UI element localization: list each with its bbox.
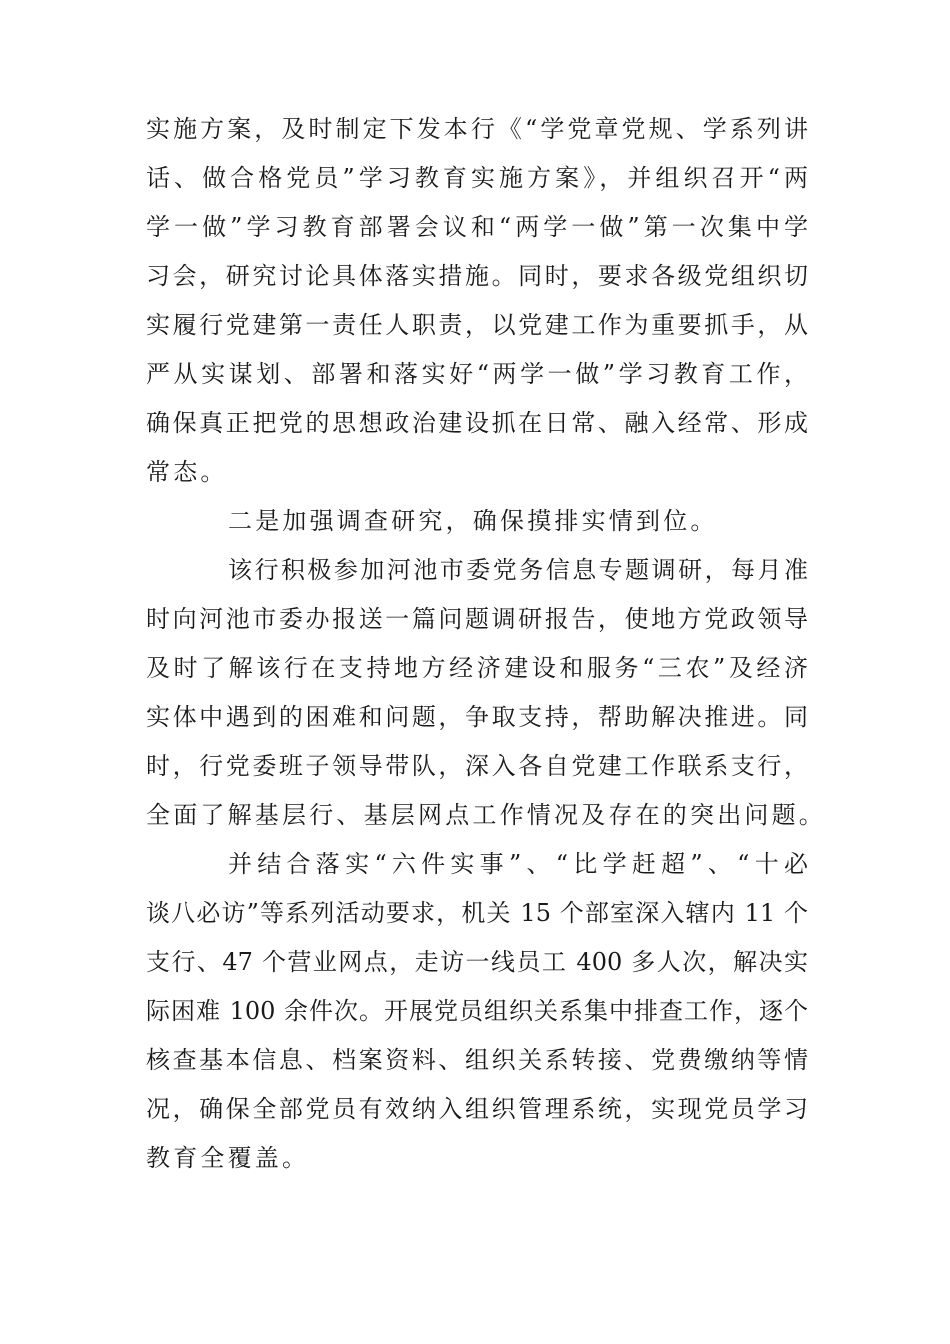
body-text-line: 况，确保全部党员有效纳入组织管理系统，实现党员学习 [146, 1095, 808, 1123]
body-text-line: 该行积极参加河池市委党务信息专题调研，每月准 [228, 556, 808, 584]
body-text-line: 学一做”学习教育部署会议和“两学一做”第一次集中学 [146, 213, 808, 241]
body-text-line: 教育全覆盖。 [146, 1144, 310, 1172]
body-text-line: 及时了解该行在支持地方经济建设和服务“三农”及经济 [146, 654, 808, 682]
body-text-line: 际困难 100 余件次。开展党员组织关系集中排查工作，逐个 [146, 997, 808, 1025]
body-text-line: 谈八必访”等系列活动要求，机关 15 个部室深入辖内 11 个 [146, 899, 808, 927]
body-text-line: 实体中遇到的困难和问题，争取支持，帮助解决推进。同 [146, 703, 808, 731]
body-text-line: 支行、47 个营业网点，走访一线员工 400 多人次，解决实 [146, 948, 808, 976]
body-text-line: 实施方案，及时制定下发本行《“学党章党规、学系列讲 [146, 115, 808, 143]
body-text-line: 并结合落实“六件实事”、“比学赶超”、“十必 [228, 850, 808, 878]
body-text-line: 核查基本信息、档案资料、组织关系转接、党费缴纳等情 [146, 1046, 808, 1074]
body-text-line: 常态。 [146, 458, 228, 486]
body-text-line: 严从实谋划、部署和落实好“两学一做”学习教育工作， [146, 360, 808, 388]
section-heading: 二是加强调查研究，确保摸排实情到位。 [228, 507, 718, 535]
body-text-line: 全面了解基层行、基层网点工作情况及存在的突出问题。 [146, 801, 826, 829]
body-text-line: 实履行党建第一责任人职责，以党建工作为重要抓手，从 [146, 311, 808, 339]
body-text-line: 确保真正把党的思想政治建设抓在日常、融入经常、形成 [146, 409, 808, 437]
body-text-line: 习会，研究讨论具体落实措施。同时，要求各级党组织切 [146, 262, 808, 290]
body-text-line: 时，行党委班子领导带队，深入各自党建工作联系支行， [146, 752, 808, 780]
body-text-line: 话、做合格党员”学习教育实施方案》，并组织召开“两 [146, 164, 808, 192]
body-text-line: 时向河池市委办报送一篇问题调研报告，使地方党政领导 [146, 605, 808, 633]
document-body [146, 105, 826, 1183]
